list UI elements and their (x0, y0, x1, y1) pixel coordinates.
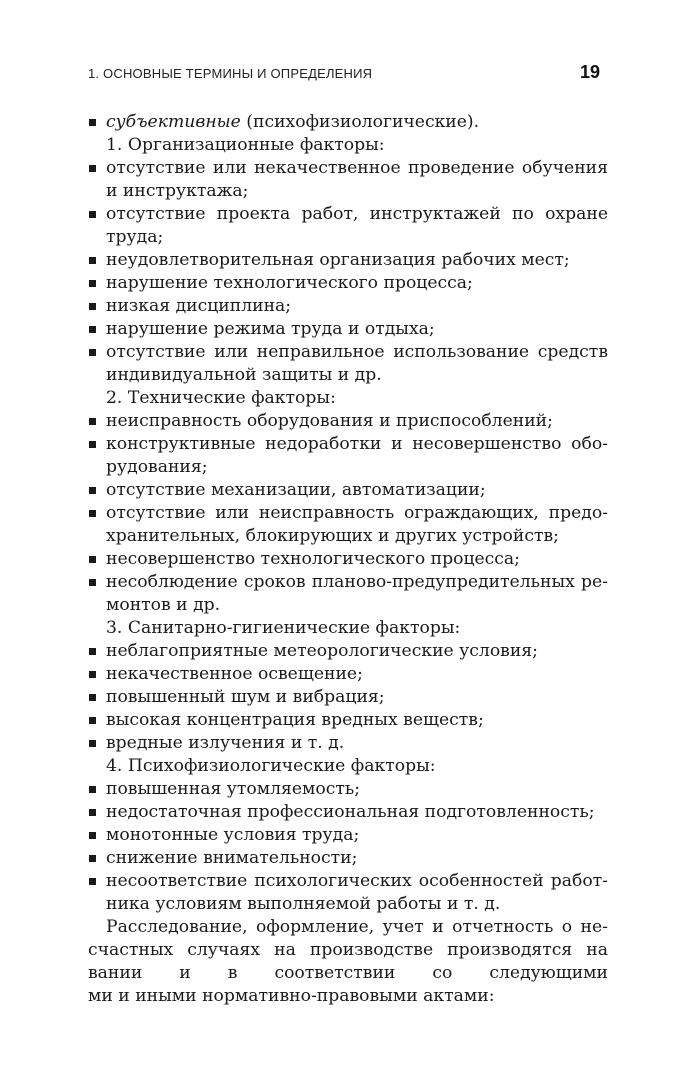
list-item (88, 341, 608, 364)
list-item-continuation (88, 456, 608, 479)
list-item-continuation (88, 226, 608, 249)
bullet-icon (89, 487, 96, 494)
paragraph-line: счастных случаях на производстве производятся на (88, 940, 608, 960)
item-text: несовершенство технологического процесса; (106, 549, 520, 569)
paragraph-line: вании и в соответствии со следующими (88, 963, 608, 983)
list-item (88, 571, 608, 594)
bullet-icon (89, 671, 96, 678)
item-text: (психофизиологические). (240, 112, 480, 132)
bullet-icon (89, 809, 96, 816)
item-text: монтов и др. (106, 595, 221, 615)
list-item (88, 502, 608, 525)
list-item (88, 203, 608, 226)
list-item (88, 318, 608, 341)
bullet-icon (89, 418, 96, 425)
bullet-icon (89, 510, 96, 517)
item-text: недостаточная профессиональная подготовленность; (106, 802, 595, 822)
bullet-icon (89, 786, 96, 793)
bullet-icon (89, 855, 96, 862)
bullet-icon (89, 119, 96, 126)
list-item-continuation (88, 594, 608, 617)
item-text: отсутствие проекта работ, инструктажей по охране (106, 204, 608, 224)
list-item (88, 732, 608, 755)
item-text: повышенная утомляемость; (106, 779, 361, 799)
bullet-icon (89, 648, 96, 655)
list-item (88, 272, 608, 295)
bullet-icon (89, 326, 96, 333)
bullet-icon (89, 349, 96, 356)
list-item (88, 709, 608, 732)
item-text: несоблюдение сроков планово-предупредительных ре- (106, 572, 608, 592)
list-item (88, 778, 608, 801)
list-item (88, 870, 608, 893)
group-heading: 4. Психофизиологические факторы: (106, 756, 436, 776)
item-text: монотонные условия труда; (106, 825, 360, 845)
item-text: вредные излучения и т. д. (106, 733, 345, 753)
list-item (88, 548, 608, 571)
paragraph-line: ми и иными нормативно-правовыми актами: (88, 986, 495, 1006)
list-item-continuation (88, 180, 608, 203)
page-number: 19 (580, 62, 601, 82)
bullet-icon (89, 257, 96, 264)
list-item (88, 410, 608, 433)
bullet-icon (89, 579, 96, 586)
running-title: 1. ОСНОВНЫЕ ТЕРМИНЫ И ОПРЕДЕЛЕНИЯ (88, 66, 373, 81)
bullet-icon (89, 740, 96, 747)
list-item (88, 640, 608, 663)
item-text: отсутствие или неправильное использование средств (106, 342, 608, 362)
group-heading: 1. Организационные факторы: (106, 135, 385, 155)
list-item (88, 249, 608, 272)
item-text: неудовлетворительная организация рабочих мест; (106, 250, 570, 270)
item-text: хранительных, блокирующих и других устройств; (106, 526, 559, 546)
group-heading: 2. Технические факторы: (106, 388, 336, 408)
item-text: высокая концентрация вредных веществ; (106, 710, 484, 730)
item-italic-term: субъективные (106, 112, 241, 132)
group-heading: 3. Санитарно-гигиенические факторы: (106, 618, 461, 638)
list-item (88, 686, 608, 709)
bullet-icon (89, 556, 96, 563)
list-item (88, 801, 608, 824)
list-item (88, 663, 608, 686)
bullet-icon (89, 694, 96, 701)
list-item (88, 295, 608, 318)
bullet-icon (89, 717, 96, 724)
item-text: конструктивные недоработки и несовершенство обо- (106, 434, 608, 454)
bullet-icon (89, 165, 96, 172)
list-item (88, 157, 608, 180)
item-text: и инструктажа; (106, 181, 249, 201)
item-text: нарушение технологического процесса; (106, 273, 473, 293)
list-item-subjective (88, 111, 608, 134)
paragraph-line: Расследование, оформление, учет и отчетность о не- (106, 917, 608, 937)
item-text: нарушение режима труда и отдыха; (106, 319, 435, 339)
bullet-icon (89, 878, 96, 885)
item-text: отсутствие или неисправность ограждающих, предо- (106, 503, 608, 523)
item-text: повышенный шум и вибрация; (106, 687, 385, 707)
bullet-icon (89, 280, 96, 287)
bullet-icon (89, 441, 96, 448)
item-text: низкая дисциплина; (106, 296, 292, 316)
list-item-continuation (88, 364, 608, 387)
item-text: отсутствие или некачественное проведение обучения (106, 158, 608, 178)
list-item-continuation (88, 893, 608, 916)
list-item (88, 847, 608, 870)
bullet-icon (89, 303, 96, 310)
item-text: снижение внимательности; (106, 848, 358, 868)
list-item (88, 824, 608, 847)
body-text (88, 111, 608, 1008)
list-item (88, 433, 608, 456)
item-text: некачественное освещение; (106, 664, 363, 684)
item-text: неблагоприятные метеорологические условия; (106, 641, 538, 661)
bullet-icon (89, 211, 96, 218)
list-item (88, 479, 608, 502)
item-text: рудования; (106, 457, 208, 477)
list-item-continuation (88, 525, 608, 548)
item-text: неисправность оборудования и приспособлений; (106, 411, 553, 431)
item-text: труда; (106, 227, 164, 247)
item-text: отсутствие механизации, автоматизации; (106, 480, 486, 500)
bullet-icon (89, 832, 96, 839)
item-text: ника условиям выполняемой работы и т. д. (106, 894, 501, 914)
item-text: несоответствие психологических особенностей работ- (106, 871, 608, 891)
item-text: индивидуальной защиты и др. (106, 365, 382, 385)
